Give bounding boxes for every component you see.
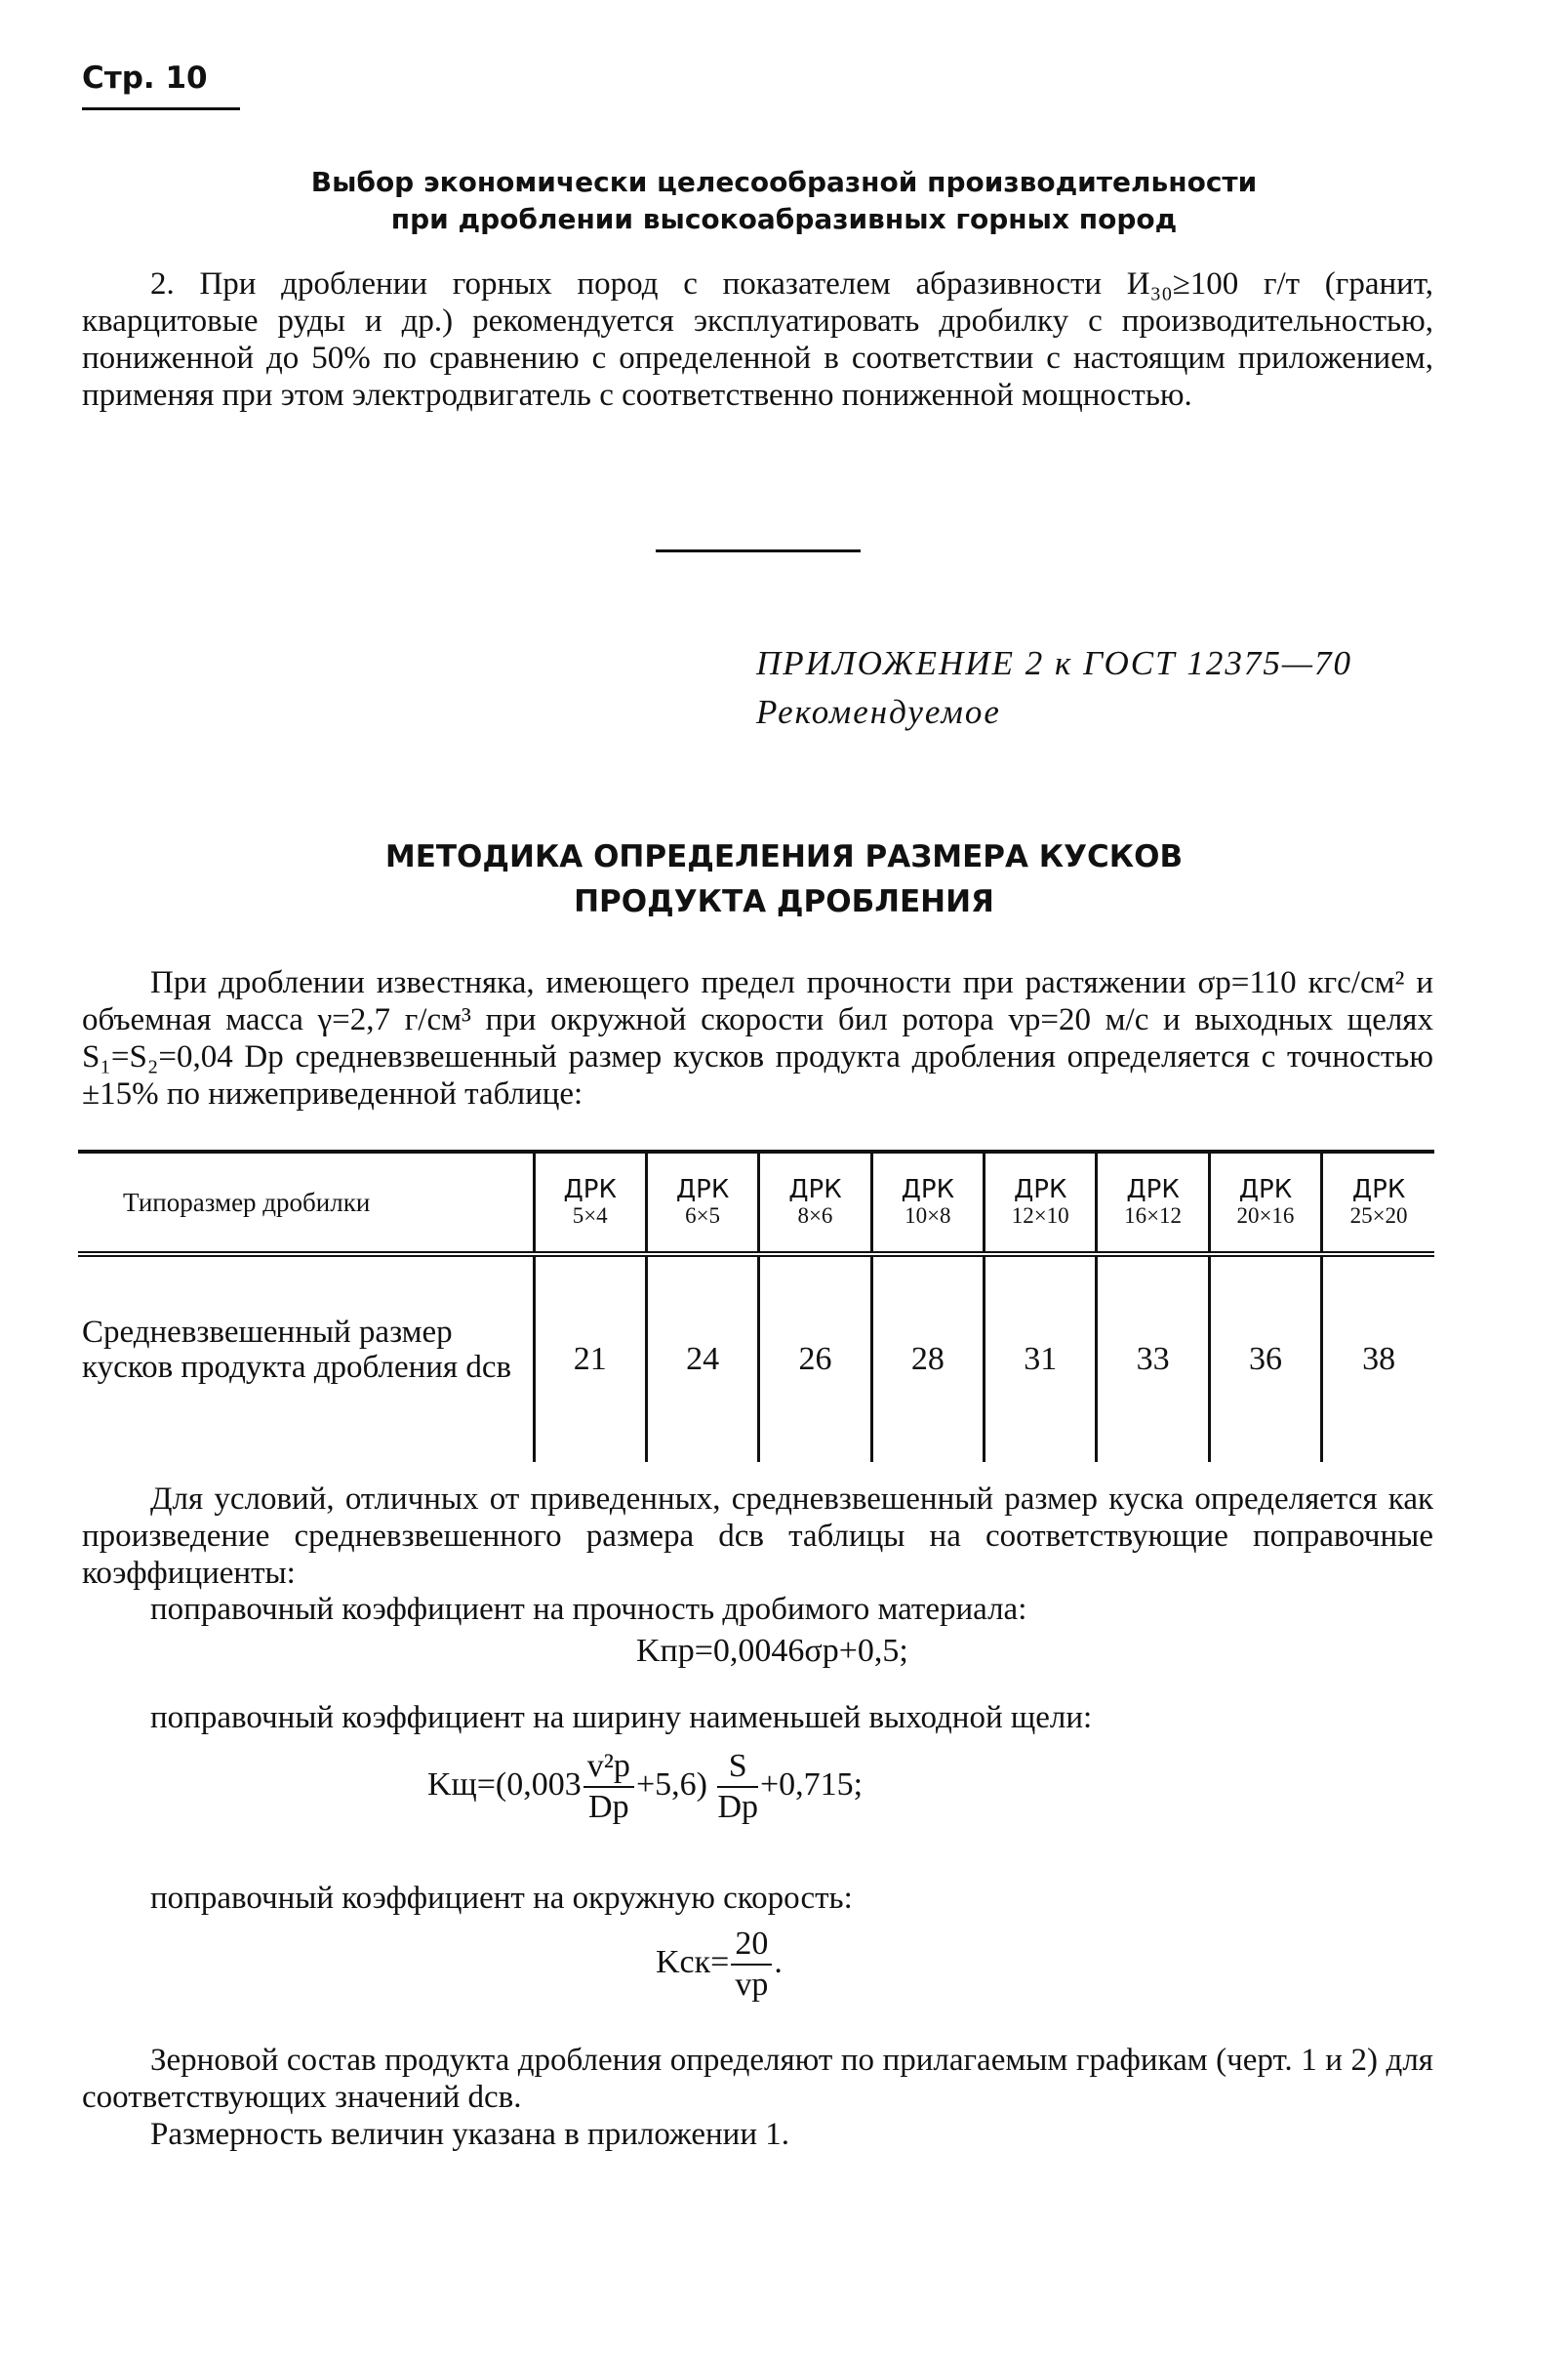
closing-paragraph: Зерновой состав продукта дробления определяют по прилагаемым графикам (черт. 1 и 2) для соответствующих значений dсв. [82, 2043, 1433, 2115]
section-title-line1: Выбор экономически целесообразной производительности [310, 166, 1258, 198]
main-title [0, 834, 1568, 924]
table-cell: 31 [985, 1254, 1097, 1462]
formula-slot-rhs: +0,715; [760, 1765, 864, 1803]
model-size: 25×20 [1349, 1203, 1408, 1228]
formula-speed-lhs: Kск= [656, 1943, 730, 1980]
model-name: ДРК [1238, 1175, 1293, 1204]
model-name: ДРК [788, 1175, 842, 1204]
table-header-cell [646, 1152, 758, 1254]
table-cell: 33 [1097, 1254, 1209, 1462]
table-cell: 28 [871, 1254, 984, 1462]
formula-speed [656, 1925, 783, 2005]
fraction-numerator: v²р [583, 1747, 634, 1788]
formula-speed-rhs: . [774, 1943, 783, 1980]
table-header-cell [534, 1152, 646, 1254]
closing-line: Размерность величин указана в приложении 1. [150, 2117, 789, 2152]
model-size: 8×6 [797, 1203, 833, 1228]
appendix-line2: Рекомендуемое [756, 693, 1001, 731]
fraction-denominator: vр [735, 1967, 769, 2003]
table-header-label: Типоразмер дробилки [123, 1187, 371, 1217]
model-size: 20×16 [1236, 1203, 1295, 1228]
fraction-numerator: 20 [731, 1925, 772, 1966]
coef3-label: поправочный коэффициент на окружную скорость: [150, 1881, 853, 1916]
table-header-cell [871, 1152, 984, 1254]
coef1-label: поправочный коэффициент на прочность дробимого материала: [150, 1592, 1027, 1627]
fraction-denominator: Dр [588, 1789, 629, 1825]
table-header-cell [1209, 1152, 1321, 1254]
table-cell: 36 [1209, 1254, 1321, 1462]
formula-slot [427, 1747, 863, 1827]
model-name: ДРК [901, 1175, 955, 1204]
table-cell: 26 [759, 1254, 871, 1462]
table-header-row [78, 1152, 1434, 1254]
table-cell: 38 [1322, 1254, 1434, 1462]
table-row [78, 1254, 1434, 1462]
fraction [731, 1925, 772, 2005]
table-cell: 21 [534, 1254, 646, 1462]
table-header-cell [985, 1152, 1097, 1254]
appendix-line1: ПРИЛОЖЕНИЕ 2 к ГОСТ 12375—70 [756, 644, 1352, 682]
model-name: ДРК [1126, 1175, 1180, 1204]
main-title-line1: МЕТОДИКА ОПРЕДЕЛЕНИЯ РАЗМЕРА КУСКОВ [384, 839, 1184, 874]
formula-slot-lhs: Kщ=(0,003 [427, 1765, 582, 1803]
model-name: ДРК [1351, 1175, 1406, 1204]
model-size: 6×5 [685, 1203, 721, 1228]
fraction [583, 1747, 634, 1827]
fraction [717, 1747, 758, 1827]
table-header-cell [1097, 1152, 1209, 1254]
fraction-denominator: Dр [717, 1789, 758, 1825]
appendix-heading [756, 639, 1439, 737]
section-divider [656, 549, 861, 552]
formula-strength: Kпр=0,0046σр+0,5; [636, 1633, 908, 1669]
model-name: ДРК [675, 1175, 730, 1204]
page-number: Стр. 10 [82, 61, 208, 96]
crusher-size-table [78, 1150, 1434, 1462]
model-size: 5×4 [572, 1203, 608, 1228]
model-size: 10×8 [905, 1203, 951, 1228]
table-header-cell [759, 1152, 871, 1254]
section-title-line2: при дроблении высокоабразивных горных пород [390, 203, 1178, 235]
after-table-paragraph: Для условий, отличных от приведенных, средневзвешенный размер куска определяется как произведение средневзвешенного размера dсв таблицы на соответствующие поправочные коэффициенты: [82, 1481, 1433, 1591]
table-cell: 24 [646, 1254, 758, 1462]
coef2-label: поправочный коэффициент на ширину наименьшей выходной щели: [150, 1700, 1093, 1735]
model-name: ДРК [563, 1175, 617, 1204]
model-name: ДРК [1013, 1175, 1067, 1204]
formula-slot-mid: +5,6) [635, 1765, 707, 1803]
fraction-numerator: S [717, 1747, 758, 1788]
intro-paragraph: При дроблении известняка, имеющего предел прочности при растяжении σр=110 кгс/см² и объемная масса γ=2,7 г/см³ при окружной скорости бил ротора vр=20 м/с и выходных щелях S₁=S₂=0,04 Dр средневзвешенный размер кусков продукта дробления определяется с точностью ±15% по нижеприведенной таблице: [82, 965, 1433, 1112]
main-title-line2: ПРОДУКТА ДРОБЛЕНИЯ [574, 884, 994, 919]
model-size: 16×12 [1124, 1203, 1183, 1228]
page-number-rule [82, 107, 240, 110]
model-size: 12×10 [1011, 1203, 1069, 1228]
table-row-label: Средневзвешенный размер кусков продукта дробления dсв [82, 1315, 512, 1385]
table-header-cell [1322, 1152, 1434, 1254]
section-paragraph: 2. При дроблении горных пород с показателем абразивности И₃₀≥100 г/т (гранит, кварцитовые руды и др.) рекомендуется эксплуатировать дробилку с производительностью, пониженной до 50% по сравнению с определенной в соответствии с настоящим приложением, применяя при этом электродвигатель с соответственно пониженной мощностью. [82, 266, 1433, 413]
